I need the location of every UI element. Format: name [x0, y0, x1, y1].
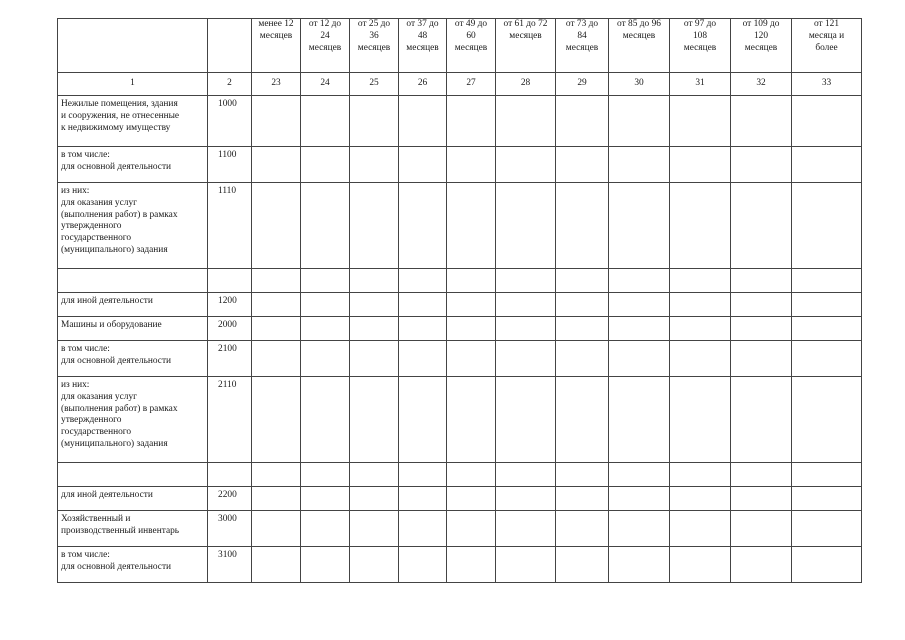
header-cell: менее 12 месяцев	[252, 19, 301, 73]
value-cell	[670, 269, 731, 293]
value-cell	[350, 96, 399, 147]
value-cell	[556, 341, 609, 377]
value-cell	[447, 317, 496, 341]
header-cell: от 12 до 24 месяцев	[301, 19, 350, 73]
header-cell: от 61 до 72 месяцев	[496, 19, 556, 73]
column-number: 32	[731, 73, 792, 96]
value-cell	[447, 341, 496, 377]
value-cell	[350, 463, 399, 487]
value-cell	[731, 293, 792, 317]
value-cell	[670, 463, 731, 487]
value-cell	[399, 183, 447, 269]
value-cell	[301, 511, 350, 547]
value-cell	[496, 341, 556, 377]
row-code: 2110	[208, 377, 252, 463]
value-cell	[252, 341, 301, 377]
value-cell	[301, 463, 350, 487]
value-cell	[731, 341, 792, 377]
row-code: 2100	[208, 341, 252, 377]
row-name: для иной деятельности	[58, 487, 208, 511]
value-cell	[792, 487, 862, 511]
header-cell	[208, 19, 252, 73]
row-name: в том числе: для основной деятельности	[58, 341, 208, 377]
value-cell	[731, 183, 792, 269]
column-number: 28	[496, 73, 556, 96]
value-cell	[496, 377, 556, 463]
value-cell	[731, 377, 792, 463]
header-row	[58, 19, 862, 73]
value-cell	[556, 511, 609, 547]
table-row	[58, 183, 862, 269]
header-cell: от 121 месяца и более	[792, 19, 862, 73]
value-cell	[609, 96, 670, 147]
table-row	[58, 511, 862, 547]
value-cell	[556, 96, 609, 147]
value-cell	[252, 463, 301, 487]
header-cell: от 97 до 108 месяцев	[670, 19, 731, 73]
value-cell	[301, 341, 350, 377]
value-cell	[496, 293, 556, 317]
row-code	[208, 269, 252, 293]
value-cell	[301, 147, 350, 183]
table-row	[58, 147, 862, 183]
value-cell	[301, 487, 350, 511]
value-cell	[670, 511, 731, 547]
value-cell	[399, 463, 447, 487]
value-cell	[252, 293, 301, 317]
value-cell	[301, 96, 350, 147]
value-cell	[556, 183, 609, 269]
table-body	[58, 96, 862, 583]
header-cell: от 85 до 96 месяцев	[609, 19, 670, 73]
value-cell	[670, 96, 731, 147]
value-cell	[496, 269, 556, 293]
value-cell	[350, 341, 399, 377]
value-cell	[399, 96, 447, 147]
value-cell	[556, 147, 609, 183]
row-name: Хозяйственный и производственный инвентарь	[58, 511, 208, 547]
value-cell	[399, 293, 447, 317]
row-name: Машины и оборудование	[58, 317, 208, 341]
value-cell	[731, 487, 792, 511]
header-cell	[58, 19, 208, 73]
row-name	[58, 269, 208, 293]
row-code: 1110	[208, 183, 252, 269]
value-cell	[556, 317, 609, 341]
value-cell	[399, 147, 447, 183]
row-name: Нежилые помещения, здания и сооружения, не отнесенные к недвижимому имуществу	[58, 96, 208, 147]
value-cell	[556, 377, 609, 463]
value-cell	[447, 511, 496, 547]
value-cell	[252, 547, 301, 583]
row-code	[208, 463, 252, 487]
value-cell	[447, 96, 496, 147]
value-cell	[792, 96, 862, 147]
row-name: в том числе: для основной деятельности	[58, 147, 208, 183]
value-cell	[301, 183, 350, 269]
value-cell	[350, 269, 399, 293]
value-cell	[792, 377, 862, 463]
row-name: в том числе: для основной деятельности	[58, 547, 208, 583]
value-cell	[609, 463, 670, 487]
table-row	[58, 377, 862, 463]
value-cell	[609, 377, 670, 463]
value-cell	[447, 463, 496, 487]
value-cell	[447, 377, 496, 463]
header-cell: от 37 до 48 месяцев	[399, 19, 447, 73]
value-cell	[792, 511, 862, 547]
header-cell: от 49 до 60 месяцев	[447, 19, 496, 73]
value-cell	[792, 183, 862, 269]
value-cell	[447, 183, 496, 269]
column-number: 1	[58, 73, 208, 96]
value-cell	[792, 293, 862, 317]
value-cell	[447, 269, 496, 293]
value-cell	[399, 377, 447, 463]
column-number-row	[58, 73, 862, 96]
row-code: 1000	[208, 96, 252, 147]
value-cell	[301, 269, 350, 293]
table-row	[58, 487, 862, 511]
header-cell: от 25 до 36 месяцев	[350, 19, 399, 73]
header-cell: от 73 до 84 месяцев	[556, 19, 609, 73]
value-cell	[556, 487, 609, 511]
value-cell	[731, 317, 792, 341]
column-number: 24	[301, 73, 350, 96]
value-cell	[609, 147, 670, 183]
value-cell	[670, 487, 731, 511]
value-cell	[399, 341, 447, 377]
value-cell	[792, 269, 862, 293]
value-cell	[301, 377, 350, 463]
value-cell	[301, 317, 350, 341]
table-row	[58, 269, 862, 293]
value-cell	[350, 147, 399, 183]
value-cell	[496, 511, 556, 547]
value-cell	[350, 183, 399, 269]
value-cell	[496, 547, 556, 583]
value-cell	[670, 293, 731, 317]
column-number: 29	[556, 73, 609, 96]
row-code: 3100	[208, 547, 252, 583]
value-cell	[252, 317, 301, 341]
value-cell	[447, 147, 496, 183]
value-cell	[399, 487, 447, 511]
value-cell	[556, 269, 609, 293]
value-cell	[556, 293, 609, 317]
value-cell	[350, 377, 399, 463]
value-cell	[556, 463, 609, 487]
column-number: 30	[609, 73, 670, 96]
table-row	[58, 463, 862, 487]
value-cell	[399, 317, 447, 341]
column-number: 31	[670, 73, 731, 96]
column-number: 25	[350, 73, 399, 96]
value-cell	[496, 147, 556, 183]
value-cell	[609, 293, 670, 317]
table-row	[58, 293, 862, 317]
row-code: 1200	[208, 293, 252, 317]
row-name: из них: для оказания услуг (выполнения работ) в рамках утвержденного государственного (муниципального) задания	[58, 377, 208, 463]
row-code: 2200	[208, 487, 252, 511]
row-code: 2000	[208, 317, 252, 341]
column-number: 26	[399, 73, 447, 96]
value-cell	[731, 511, 792, 547]
value-cell	[350, 487, 399, 511]
value-cell	[252, 269, 301, 293]
value-cell	[670, 147, 731, 183]
table-row	[58, 341, 862, 377]
value-cell	[670, 547, 731, 583]
value-cell	[731, 147, 792, 183]
value-cell	[609, 487, 670, 511]
header-cell: от 109 до 120 месяцев	[731, 19, 792, 73]
column-number: 33	[792, 73, 862, 96]
column-number: 2	[208, 73, 252, 96]
value-cell	[350, 317, 399, 341]
depreciation-table	[57, 18, 862, 583]
value-cell	[609, 511, 670, 547]
value-cell	[496, 463, 556, 487]
column-number: 27	[447, 73, 496, 96]
value-cell	[496, 183, 556, 269]
value-cell	[252, 96, 301, 147]
value-cell	[670, 317, 731, 341]
value-cell	[447, 487, 496, 511]
table-row	[58, 317, 862, 341]
row-name: для иной деятельности	[58, 293, 208, 317]
row-code: 3000	[208, 511, 252, 547]
value-cell	[447, 293, 496, 317]
value-cell	[350, 511, 399, 547]
value-cell	[670, 377, 731, 463]
document-page	[57, 18, 862, 583]
value-cell	[252, 147, 301, 183]
value-cell	[447, 547, 496, 583]
value-cell	[670, 183, 731, 269]
value-cell	[731, 269, 792, 293]
value-cell	[399, 511, 447, 547]
value-cell	[496, 487, 556, 511]
table-row	[58, 547, 862, 583]
value-cell	[399, 547, 447, 583]
row-name	[58, 463, 208, 487]
table-row	[58, 96, 862, 147]
row-code: 1100	[208, 147, 252, 183]
value-cell	[670, 341, 731, 377]
value-cell	[301, 293, 350, 317]
value-cell	[556, 547, 609, 583]
value-cell	[609, 341, 670, 377]
value-cell	[609, 547, 670, 583]
column-number: 23	[252, 73, 301, 96]
value-cell	[731, 96, 792, 147]
value-cell	[609, 183, 670, 269]
value-cell	[731, 463, 792, 487]
value-cell	[252, 511, 301, 547]
value-cell	[792, 317, 862, 341]
value-cell	[792, 547, 862, 583]
value-cell	[792, 341, 862, 377]
value-cell	[301, 547, 350, 583]
value-cell	[350, 547, 399, 583]
value-cell	[609, 269, 670, 293]
value-cell	[399, 269, 447, 293]
value-cell	[496, 317, 556, 341]
value-cell	[252, 377, 301, 463]
value-cell	[496, 96, 556, 147]
row-name: из них: для оказания услуг (выполнения работ) в рамках утвержденного государственного (муниципального) задания	[58, 183, 208, 269]
value-cell	[609, 317, 670, 341]
value-cell	[731, 547, 792, 583]
value-cell	[252, 183, 301, 269]
value-cell	[792, 463, 862, 487]
value-cell	[252, 487, 301, 511]
value-cell	[792, 147, 862, 183]
value-cell	[350, 293, 399, 317]
